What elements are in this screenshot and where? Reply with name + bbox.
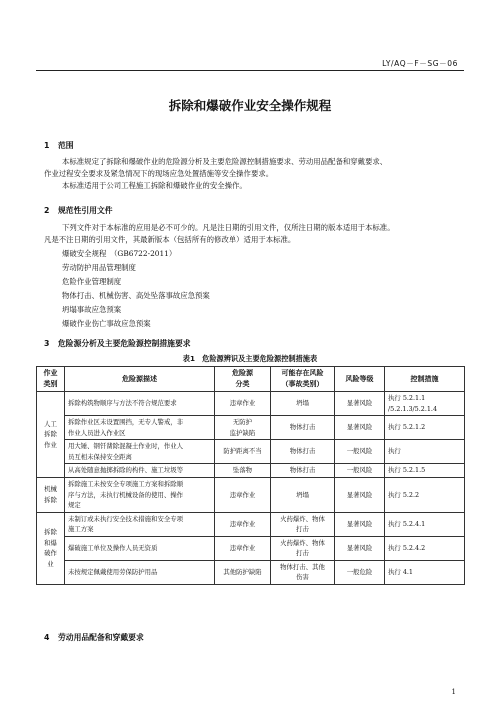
cell-risk: 物体打击 <box>271 464 335 478</box>
cell-risk: 坍塌 <box>271 478 335 513</box>
cell-measure: 执行 5.2.4.2 <box>385 536 465 560</box>
table-row <box>37 478 465 513</box>
cell-measure: 执行 5.2.1.1 /5.2.1.3/5.2.1.4 <box>385 392 465 416</box>
group-cell-manual: 人工 拆除 作业 <box>37 392 65 478</box>
header-description: 危险源描述 <box>65 367 215 392</box>
reference-item: 爆破作业伤亡事故应急预案 <box>62 319 151 328</box>
section-number: 1 <box>44 141 50 150</box>
cell-level: 显著风险 <box>335 512 385 536</box>
cell-measure: 执行 5.2.2 <box>385 478 465 513</box>
table-row <box>37 440 465 464</box>
reference-item: 坍塌事故应急预案 <box>62 305 122 314</box>
cell-class: 防护距离不当 <box>215 440 271 464</box>
cell-risk: 坍塌 <box>271 392 335 416</box>
cell-level: 一般危险 <box>335 560 385 584</box>
cell-level: 显著风险 <box>335 478 385 513</box>
table-row <box>37 392 465 416</box>
section-1-paragraph-1b: 作业过程安全要求及紧急情况下的现场应急处置措施等安全操作要求。 <box>44 169 274 178</box>
header-class: 危险源 分类 <box>215 367 271 392</box>
table-row <box>37 512 465 536</box>
cell-class: 无防护 监护缺陷 <box>215 416 271 440</box>
cell-risk: 火药爆炸、物体 打击 <box>271 512 335 536</box>
hazard-control-table <box>36 366 465 585</box>
section-3-heading <box>44 338 191 349</box>
document-code: LY/AQ－F－SG－06 <box>382 59 458 68</box>
cell-description: 拆除作业区未设置围挡，无专人警戒，非 作业人员进入作业区 <box>65 416 215 440</box>
header-rule <box>36 70 464 71</box>
cell-risk: 物体打击 <box>271 440 335 464</box>
cell-description: 从高处随意抛掷拆除的构件、施工垃圾等 <box>65 464 215 478</box>
cell-risk: 物体打击 <box>271 416 335 440</box>
document-title: 拆除和爆破作业安全操作规程 <box>168 98 332 113</box>
table-caption: 表1 危险源辨识及主要危险源控制措施表 <box>182 354 318 363</box>
reference-item: 危险作业管理制度 <box>62 277 122 286</box>
section-number: 4 <box>44 633 50 642</box>
header-risk: 可能存在风险 （事故类别） <box>271 367 335 392</box>
section-number: 2 <box>44 206 50 215</box>
section-4-heading <box>44 632 144 643</box>
cell-description: 拆除构筑物顺序与方法不符合规范要求 <box>65 392 215 416</box>
section-1-paragraph-2: 本标准适用于公司工程施工拆除和爆破作业的安全操作。 <box>62 181 247 190</box>
page-number: 1 <box>451 688 456 696</box>
section-title: 劳动用品配备和穿戴要求 <box>58 633 144 642</box>
cell-description: 爆破施工单位及操作人员无资质 <box>65 536 215 560</box>
cell-class: 坠落物 <box>215 464 271 478</box>
section-title: 危险源分析及主要危险源控制措施要求 <box>58 339 191 348</box>
cell-class: 违章作业 <box>215 512 271 536</box>
cell-description: 未制订或未执行安全技术措施和安全专项 施工方案 <box>65 512 215 536</box>
cell-level: 显著风险 <box>335 536 385 560</box>
cell-class: 违章作业 <box>215 478 271 513</box>
table-header-row <box>37 367 465 392</box>
section-1-heading <box>44 140 74 151</box>
section-number: 3 <box>44 339 50 348</box>
cell-class: 其他防护缺陷 <box>215 560 271 584</box>
header-measure: 控制措施 <box>385 367 465 392</box>
cell-class: 违章作业 <box>215 536 271 560</box>
cell-level: 一般风险 <box>335 440 385 464</box>
table-row <box>37 536 465 560</box>
cell-level: 一般风险 <box>335 464 385 478</box>
cell-level: 显著风险 <box>335 416 385 440</box>
cell-measure: 执行 <box>385 440 465 464</box>
reference-item: 劳动防护用品管理制度 <box>62 263 136 272</box>
cell-measure: 执行 5.2.4.1 <box>385 512 465 536</box>
cell-risk: 物体打击、其他 伤害 <box>271 560 335 584</box>
cell-description: 用大锤、钢钎凿除混凝土作业时，作业人 员互相未保持安全距离 <box>65 440 215 464</box>
reference-item: 爆破安全规程 （GB6722-2011） <box>62 249 177 258</box>
cell-measure: 执行 5.2.1.5 <box>385 464 465 478</box>
cell-risk: 火药爆炸、物体 打击 <box>271 536 335 560</box>
cell-measure: 执行 5.2.1.2 <box>385 416 465 440</box>
cell-level: 显著风险 <box>335 392 385 416</box>
section-title: 规范性引用文件 <box>58 206 113 215</box>
reference-item: 物体打击、机械伤害、高处坠落事故应急预案 <box>62 291 210 300</box>
section-2-heading <box>44 205 113 216</box>
section-1-paragraph-1a: 本标准规定了拆除和爆破作业的危险源分析及主要危险源控制措施要求、劳动用品配备和穿戴要求、 <box>62 157 388 166</box>
table-row <box>37 464 465 478</box>
cell-class: 违章作业 <box>215 392 271 416</box>
section-2-paragraph-1a: 下列文件对于本标准的应用是必不可少的。凡是注日期的引用文件，仅所注日期的版本适用于本标准。 <box>62 223 395 232</box>
group-cell-blasting: 拆除 和爆 破作 业 <box>37 512 65 584</box>
cell-measure: 执行 4.1 <box>385 560 465 584</box>
header-level: 风险等级 <box>335 367 385 392</box>
header-category: 作业 类别 <box>37 367 65 392</box>
table-row <box>37 560 465 584</box>
group-cell-mechanical: 机械 拆除 <box>37 478 65 513</box>
section-2-paragraph-1b: 凡是不注日期的引用文件，其最新版本（包括所有的修改单）适用于本标准。 <box>44 235 296 244</box>
section-title: 范围 <box>58 141 74 150</box>
cell-description: 拆除施工未按安全专项施工方案和拆除顺 序与方法，未执行机械设备的使用、操作 规定 <box>65 478 215 513</box>
table-row <box>37 416 465 440</box>
cell-description: 未按规定佩戴使用劳保防护用品 <box>65 560 215 584</box>
